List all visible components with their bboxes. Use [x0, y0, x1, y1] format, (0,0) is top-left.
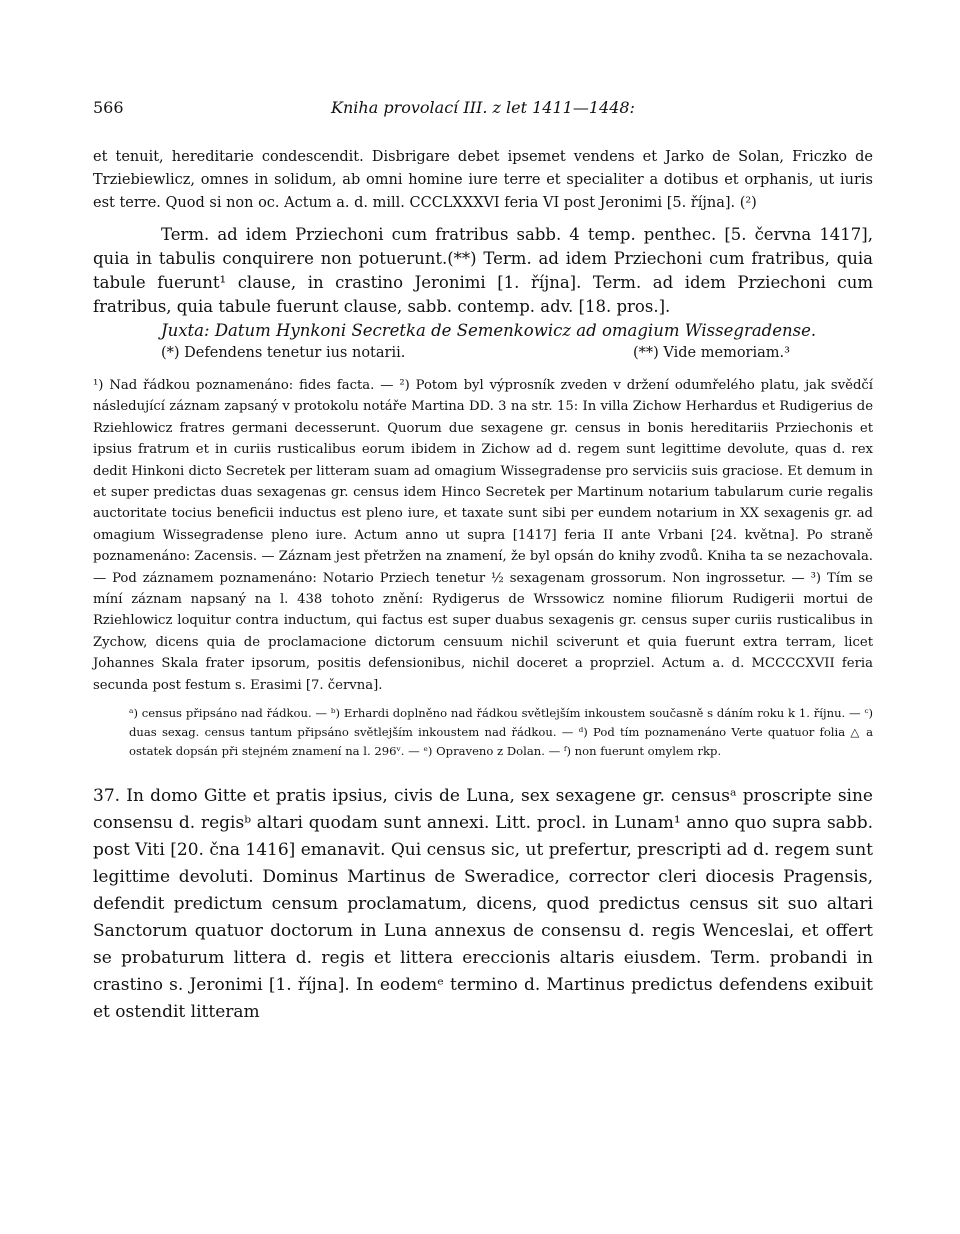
running-title: Kniha provolací III. z let 1411—1448:	[331, 98, 635, 117]
document-page	[93, 94, 873, 1026]
entry-37	[93, 783, 873, 1026]
paragraph-continuation: et tenuit, hereditarie condescendit. Disbrigare debet ipsemet vendens et Jarko de Solan, Friczko de Trziebiewlicz, omnes in solidum, ab omni homine iure terre et specialiter a dotibus et orphanis, ut iuris est terre. Quod si non oc. Actum a. d. mill. CCCLXXXVI feria VI post Jeronimi [5. října]. (²)	[93, 149, 873, 211]
page-header	[93, 94, 873, 124]
term-entry-text: Term. ad idem Prziechoni cum fratribus sabb. 4 temp. penthec. [5. června 1417], quia in tabulis conquirere non potuerunt.(**) Term. ad idem Prziechoni cum fratribus, quia tabule fuerunt¹ clause, in crastino Jeronimi [1. října]. Term. ad idem Prziechoni cum fratribus, quia tabule fuerunt clause, sabb. contemp. adv. [18. pros.].	[93, 225, 873, 316]
entry-37-number: 37.	[93, 786, 121, 807]
page-number: 566	[93, 98, 124, 117]
term-entry	[93, 223, 873, 319]
margin-notes	[93, 345, 873, 369]
textual-notes: ᵃ) census připsáno nad řádkou. — ᵇ) Erhardi doplněno nad řádkou světlejším inkoustem současně s dáním roku k 1. říjnu. — ᶜ) duas sexag. census tantum připsáno světlejším inkoustem nad řádkou. — ᵈ) Pod tím poznamenáno Verte quatuor folia △ a ostatek dopsán při stejném znamení na l. 296ᵛ. — ᵉ) Opraveno z Dolan. — ᶠ) non fuerunt omylem rkp.	[129, 706, 873, 759]
note-vide: (**) Vide memoriam.³	[633, 345, 790, 361]
juxta-line: Juxta: Datum Hynkoni Secretka de Semenkowicz ad omagium Wissegradense.	[161, 321, 817, 340]
note-defendens: (*) Defendens tenetur ius notarii.	[161, 345, 406, 361]
footnotes: ¹) Nad řádkou poznamenáno: fides facta. — ²) Potom byl výprosník zveden v držení odumřelého platu, jak svědčí následující záznam zapsaný v protokolu notáře Martina DD. 3 na str. 15: In villa Zichow Herhardus et Rudigerius de Rziehlowicz fratres germani decesserunt. Quorum due sexagene gr. census in bonis hereditariis Prziechonis et ipsius fratrum et in curiis rusticalibus eorum ibidem in Zichow ad d. regem sunt legittime devolute, quas d. rex dedit Hinkoni dicto Secretek per litteram suam ad omagium Wissegradense pro serviciis suis graciose. Et demum in et super predictas duas sexagenas gr. census idem Hinco Secretek per Martinum notarium tabularum curie regalis auctoritate tocius beneficii inductus est pleno iure, et taxate sunt sibi per eundem notarium in XX sexagenis gr. ad omagium Wissegradense pleno iure. Actum anno ut supra [1417] feria II ante Vrbani [24. května]. Po straně poznamenáno: Zacensis. — Záznam jest přetržen na znamení, že byl opsán do knihy zvodů. Kniha ta se nezachovala. — Pod záznamem poznamenáno: Notario Prziech tenetur ½ sexagenam grossorum. Non ingrossetur. — ³) Tím se míní záznam napsaný na l. 438 tohoto znění: Rydigerus de Wrssowicz nomine filiorum Rudigerii mortui de Rziehlowicz loquitur contra inductum, qui factus est super duabus sexagenis gr. census super curiis rusticalibus in Zychow, dicens quia de proclamacione dictorum censuum nichil sciverunt et quia fuerunt extra terram, licet Johannes Skala frater ipsorum, positis defensionibus, nichil doceret a proprziel. Actum a. d. MCCCCXVII feria secunda post festum s. Erasimi [7. června].	[93, 378, 873, 693]
entry-37-text: In domo Gitte et pratis ipsius, civis de Luna, sex sexagene gr. censusᵃ proscripte sine consensu d. regisᵇ altari quodam sunt annexi. Litt. procl. in Lunam¹ anno quo supra sabb. post Viti [20. čna 1416] emanavit. Qui census sic, ut prefertur, prescripti ad d. regem sunt legittime devoluti. Dominus Martinus de Sweradice, corrector cleri diocesis Pragensis, defendit predictum censum proclamatum, dicens, quod predictus census sit suo altari Sanctorum quatuor doctorum in Luna annexus de consensu d. regis Wenceslai, et offert se probaturum littera d. regis et littera ereccionis altaris eiusdem. Term. probandi in crastino s. Jeronimi [1. října]. In eodemᵉ termino d. Martinus predictus defendens exibuit et ostendit litteram	[93, 786, 873, 1023]
